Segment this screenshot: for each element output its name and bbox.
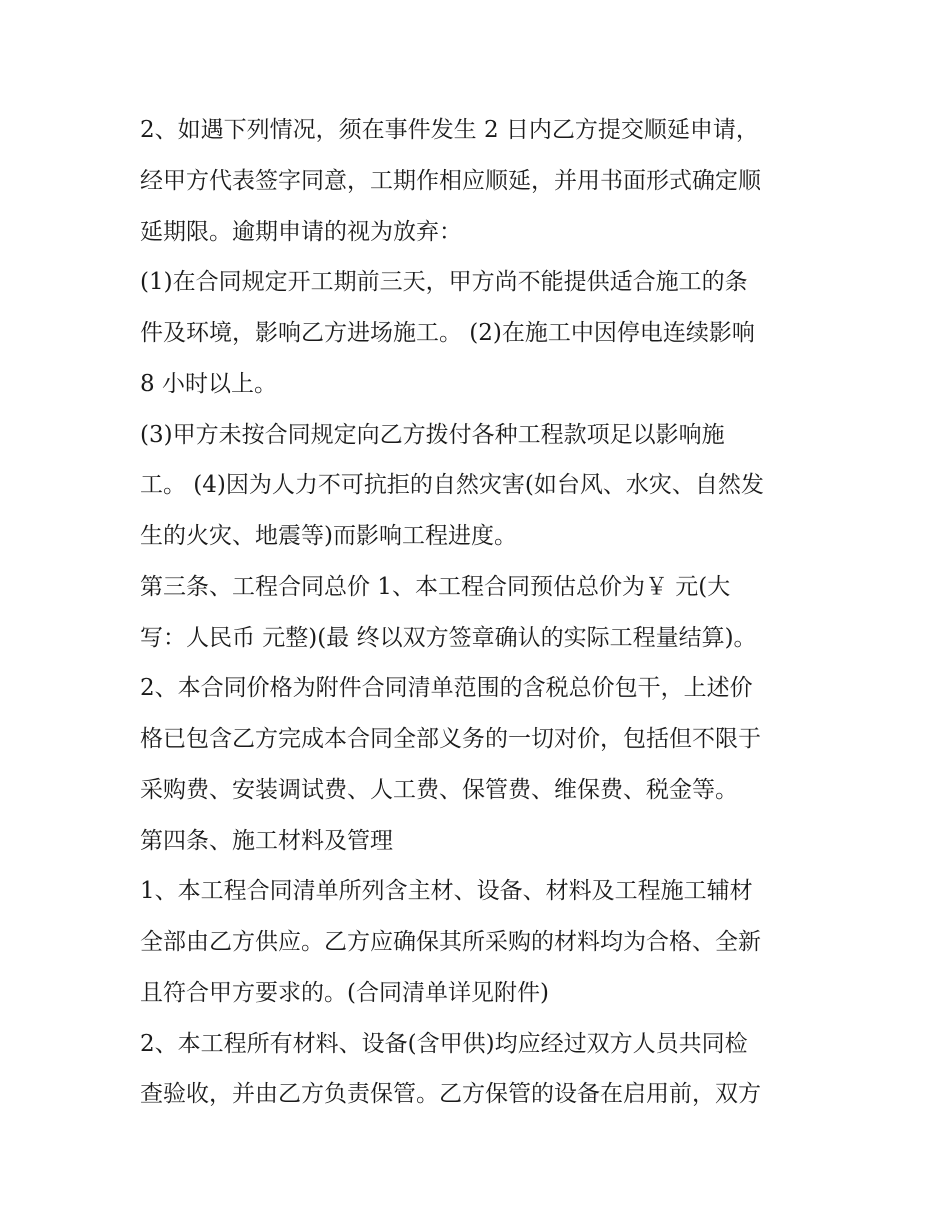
text-line: 查验收，并由乙方负责保管。乙方保管的设备在启用前，双方 bbox=[140, 1081, 761, 1108]
text-line: 件及环境，影响乙方进场施工。 (2)在施工中因停电连续影响 bbox=[140, 320, 755, 346]
section-heading-line: 第三条、工程合同总价 1、本工程合同预估总价为￥ 元(大 bbox=[140, 573, 731, 600]
section-heading-line: 第四条、施工材料及管理 bbox=[140, 827, 393, 854]
text-line: 格已包含乙方完成本合同全部义务的一切对价，包括但不限于 bbox=[140, 726, 761, 752]
text-line: (3)甲方未按合同规定向乙方拨付各种工程款项足以影响施 bbox=[140, 421, 725, 448]
text-line: 写：人民币 元整)(最 终以双方签章确认的实际工程量结算)。 bbox=[140, 624, 757, 651]
text-line: 2、如遇下列情况，须在事件发生 2 日内乙方提交顺延申请， bbox=[140, 117, 759, 143]
text-line: 且符合甲方要求的。(合同清单详见附件) bbox=[140, 979, 549, 1006]
text-line: 8 小时以上。 bbox=[140, 370, 277, 397]
text-line: 2、本工程所有材料、设备(含甲供)均应经过双方人员共同检 bbox=[140, 1030, 748, 1057]
text-line: 工。 (4)因为人力不可抗拒的自然灾害(如台风、水灾、自然发 bbox=[140, 472, 764, 499]
text-line: (1)在合同规定开工期前三天，甲方尚不能提供适合施工的条 bbox=[140, 269, 748, 296]
text-line: 1、本工程合同清单所列含主材、设备、材料及工程施工辅材 bbox=[140, 878, 753, 905]
text-line: 2、本合同价格为附件合同清单范围的含税总价包干，上述价 bbox=[140, 675, 753, 702]
document-body bbox=[140, 105, 830, 1120]
text-line: 经甲方代表签字同意，工期作相应顺延，并用书面形式确定顺 bbox=[140, 167, 761, 194]
text-line: 全部由乙方供应。乙方应确保其所采购的材料均为合格、全新 bbox=[140, 929, 761, 955]
text-line: 采购费、安装调试费、人工费、保管费、维保费、税金等。 bbox=[140, 776, 738, 803]
text-line: 延期限。逾期申请的视为放弃： bbox=[140, 218, 462, 245]
text-line: 生的火灾、地震等)而影响工程进度。 bbox=[140, 523, 517, 549]
